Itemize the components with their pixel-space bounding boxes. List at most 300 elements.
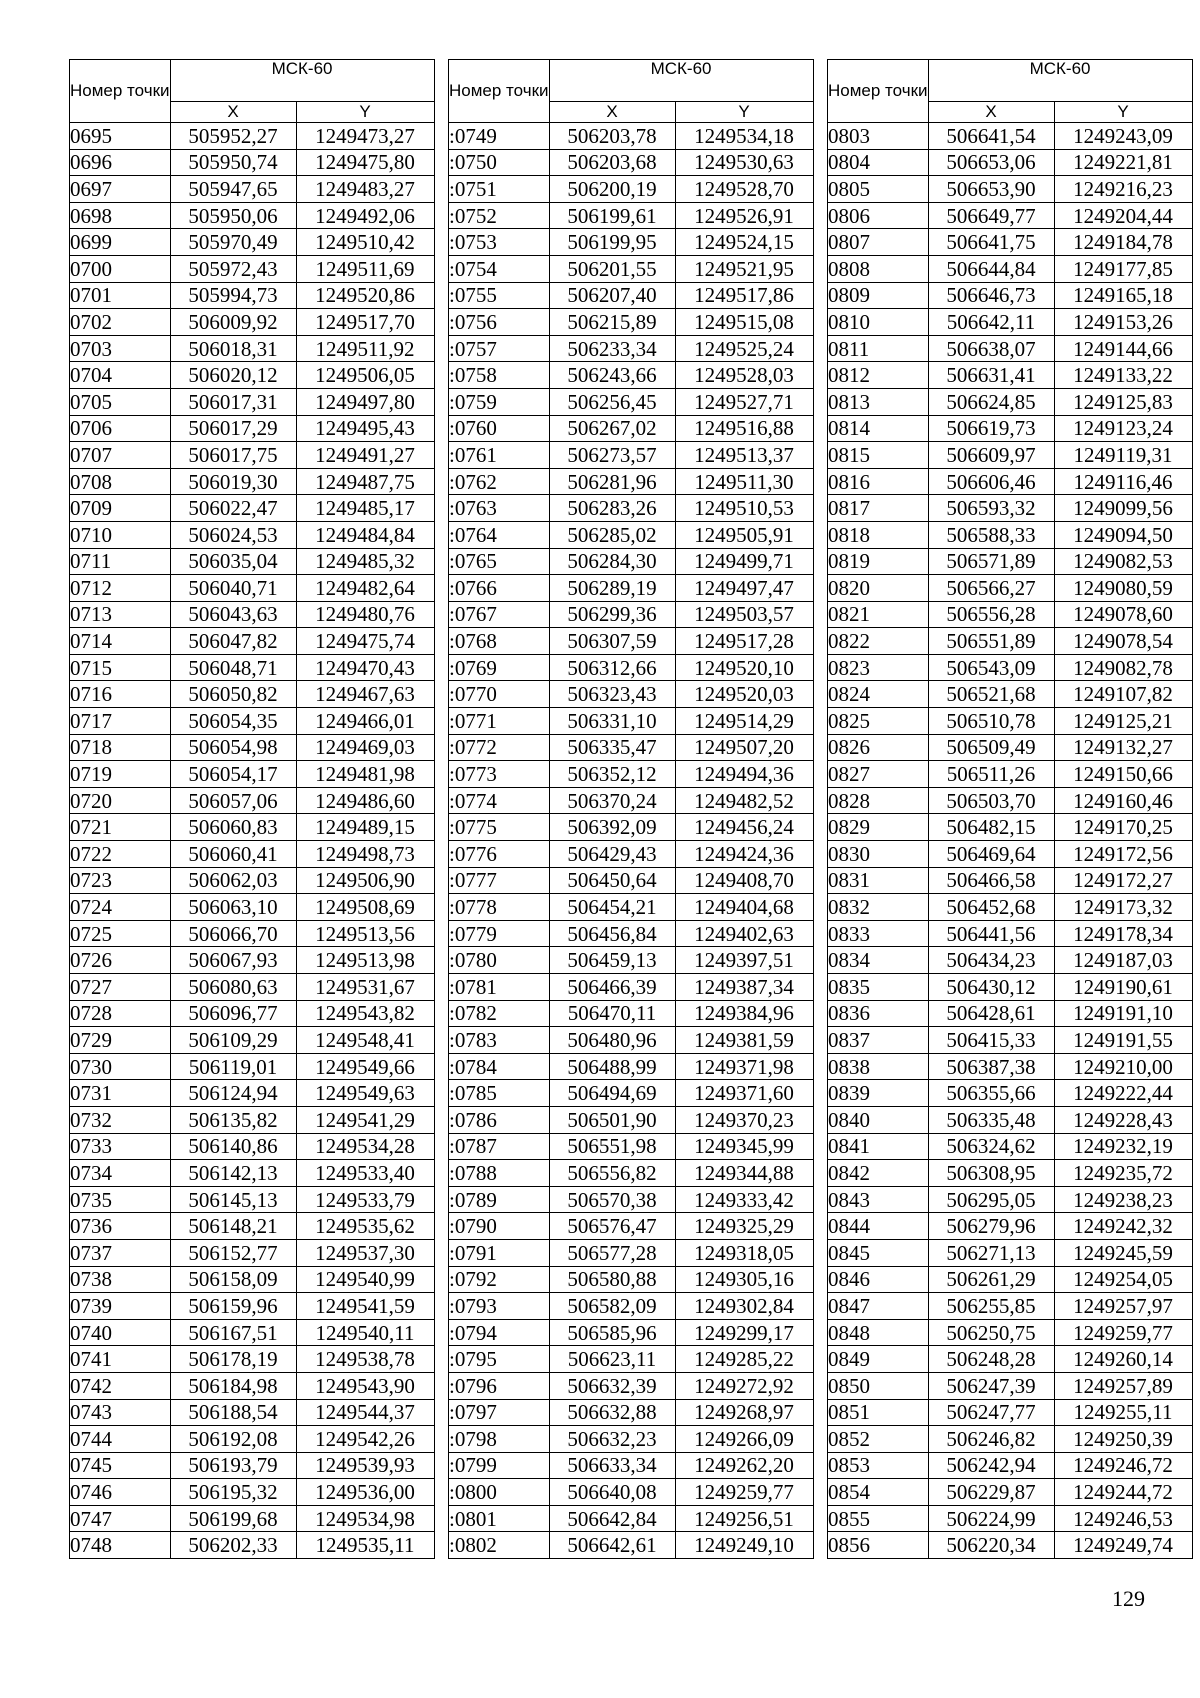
x-coordinate-cell: 506195,32 — [170, 1479, 296, 1506]
x-coordinate-cell: 506255,85 — [928, 1293, 1054, 1320]
table-row — [70, 468, 435, 495]
point-number-header: Номер точки — [828, 60, 929, 123]
x-coordinate-cell: 506248,28 — [928, 1346, 1054, 1373]
table-row — [449, 149, 814, 176]
x-coordinate-cell: 506060,83 — [170, 814, 296, 841]
point-number-cell: :0787 — [449, 1133, 550, 1160]
y-coordinate-cell: 1249483,27 — [296, 176, 434, 203]
point-number-cell: 0726 — [70, 947, 171, 974]
point-number-cell: 0830 — [828, 841, 929, 868]
point-number-cell: 0731 — [70, 1080, 171, 1107]
x-coordinate-cell: 506521,68 — [928, 681, 1054, 708]
x-coordinate-cell: 506653,06 — [928, 149, 1054, 176]
table-row — [449, 601, 814, 628]
point-number-cell: :0783 — [449, 1027, 550, 1054]
y-coordinate-cell: 1249542,26 — [296, 1426, 434, 1453]
point-number-cell: :0788 — [449, 1160, 550, 1187]
x-coordinate-cell: 506482,15 — [928, 814, 1054, 841]
x-coordinate-cell: 506501,90 — [549, 1106, 675, 1133]
table-row — [828, 841, 1193, 868]
y-coordinate-cell: 1249505,91 — [675, 521, 813, 548]
x-coordinate-cell: 506119,01 — [170, 1053, 296, 1080]
point-number-cell: 0816 — [828, 468, 929, 495]
table-row — [449, 415, 814, 442]
point-number-cell: 0812 — [828, 362, 929, 389]
y-coordinate-cell: 1249172,56 — [1054, 841, 1192, 868]
point-number-cell: :0754 — [449, 255, 550, 282]
point-number-cell: 0715 — [70, 654, 171, 681]
table-row — [70, 1346, 435, 1373]
y-coordinate-cell: 1249534,18 — [675, 123, 813, 150]
table-row — [70, 601, 435, 628]
point-number-cell: 0832 — [828, 894, 929, 921]
table-row — [449, 1319, 814, 1346]
point-number-cell: :0769 — [449, 654, 550, 681]
table-row — [449, 841, 814, 868]
table-body — [70, 123, 435, 1559]
table-row — [70, 1000, 435, 1027]
y-coordinate-cell: 1249475,80 — [296, 149, 434, 176]
y-coordinate-cell: 1249544,37 — [296, 1399, 434, 1426]
point-number-cell: :0764 — [449, 521, 550, 548]
point-number-cell: 0728 — [70, 1000, 171, 1027]
point-number-cell: 0815 — [828, 442, 929, 469]
table-row — [449, 335, 814, 362]
y-coordinate-cell: 1249116,46 — [1054, 468, 1192, 495]
y-coordinate-cell: 1249080,59 — [1054, 575, 1192, 602]
y-coordinate-cell: 1249481,98 — [296, 761, 434, 788]
point-number-cell: :0758 — [449, 362, 550, 389]
y-coordinate-cell: 1249216,23 — [1054, 176, 1192, 203]
y-coordinate-cell: 1249499,71 — [675, 548, 813, 575]
x-coordinate-cell: 506124,94 — [170, 1080, 296, 1107]
x-coordinate-cell: 506159,96 — [170, 1293, 296, 1320]
y-coordinate-cell: 1249078,60 — [1054, 601, 1192, 628]
point-number-cell: 0814 — [828, 415, 929, 442]
x-coordinate-cell: 506188,54 — [170, 1399, 296, 1426]
x-coordinate-cell: 506503,70 — [928, 787, 1054, 814]
table-row — [828, 123, 1193, 150]
x-coordinate-cell: 506619,73 — [928, 415, 1054, 442]
point-number-cell: 0847 — [828, 1293, 929, 1320]
y-coordinate-cell: 1249082,78 — [1054, 654, 1192, 681]
y-coordinate-cell: 1249535,11 — [296, 1532, 434, 1559]
table-row — [828, 468, 1193, 495]
table-row — [70, 654, 435, 681]
point-number-cell: :0776 — [449, 841, 550, 868]
table-row — [449, 1106, 814, 1133]
y-coordinate-cell: 1249538,78 — [296, 1346, 434, 1373]
table-row — [70, 1266, 435, 1293]
y-coordinate-cell: 1249541,29 — [296, 1106, 434, 1133]
x-coordinate-cell: 506429,43 — [549, 841, 675, 868]
point-number-cell: :0752 — [449, 202, 550, 229]
table-row — [449, 362, 814, 389]
x-coordinate-cell: 506609,97 — [928, 442, 1054, 469]
x-coordinate-cell: 506022,47 — [170, 495, 296, 522]
point-number-cell: :0785 — [449, 1080, 550, 1107]
point-number-cell: 0805 — [828, 176, 929, 203]
table-row — [449, 1133, 814, 1160]
point-number-header: Номер точки — [70, 60, 171, 123]
table-row — [828, 548, 1193, 575]
y-coordinate-cell: 1249257,97 — [1054, 1293, 1192, 1320]
x-coordinate-cell: 506642,84 — [549, 1505, 675, 1532]
point-number-cell: 0739 — [70, 1293, 171, 1320]
point-number-cell: 0705 — [70, 388, 171, 415]
point-number-cell: :0798 — [449, 1426, 550, 1453]
y-coordinate-cell: 1249344,88 — [675, 1160, 813, 1187]
x-coordinate-cell: 505970,49 — [170, 229, 296, 256]
y-coordinate-cell: 1249153,26 — [1054, 309, 1192, 336]
point-number-cell: 0723 — [70, 867, 171, 894]
point-number-cell: :0781 — [449, 974, 550, 1001]
x-coordinate-cell: 506570,38 — [549, 1186, 675, 1213]
table-row — [70, 734, 435, 761]
y-coordinate-cell: 1249530,63 — [675, 149, 813, 176]
point-number-cell: 0743 — [70, 1399, 171, 1426]
point-number-cell: :0774 — [449, 787, 550, 814]
table-row — [449, 442, 814, 469]
table-row — [828, 708, 1193, 735]
point-number-cell: 0825 — [828, 708, 929, 735]
y-coordinate-cell: 1249262,20 — [675, 1452, 813, 1479]
table-row — [828, 495, 1193, 522]
table-row — [70, 708, 435, 735]
x-coordinate-cell: 506355,66 — [928, 1080, 1054, 1107]
x-coordinate-cell: 506331,10 — [549, 708, 675, 735]
x-coordinate-cell: 506135,82 — [170, 1106, 296, 1133]
table-row — [449, 894, 814, 921]
point-number-cell: :0750 — [449, 149, 550, 176]
point-number-cell: 0712 — [70, 575, 171, 602]
y-coordinate-cell: 1249325,29 — [675, 1213, 813, 1240]
y-coordinate-cell: 1249078,54 — [1054, 628, 1192, 655]
x-coordinate-cell: 506017,29 — [170, 415, 296, 442]
y-coordinate-cell: 1249408,70 — [675, 867, 813, 894]
point-number-cell: 0843 — [828, 1186, 929, 1213]
x-coordinate-cell: 506392,09 — [549, 814, 675, 841]
x-coordinate-cell: 506566,27 — [928, 575, 1054, 602]
x-coordinate-cell: 506035,04 — [170, 548, 296, 575]
point-number-cell: 0841 — [828, 1133, 929, 1160]
table-row — [449, 787, 814, 814]
y-coordinate-cell: 1249525,24 — [675, 335, 813, 362]
x-coordinate-cell: 506017,75 — [170, 442, 296, 469]
y-coordinate-cell: 1249508,69 — [296, 894, 434, 921]
table-row — [449, 681, 814, 708]
x-coordinate-cell: 506632,88 — [549, 1399, 675, 1426]
x-coordinate-cell: 506295,05 — [928, 1186, 1054, 1213]
point-number-cell: 0848 — [828, 1319, 929, 1346]
x-coordinate-cell: 506271,13 — [928, 1239, 1054, 1266]
point-number-cell: :0782 — [449, 1000, 550, 1027]
y-coordinate-cell: 1249506,90 — [296, 867, 434, 894]
coordinates-table-middle — [448, 59, 814, 1559]
x-coordinate-cell: 506250,75 — [928, 1319, 1054, 1346]
point-number-cell: 0806 — [828, 202, 929, 229]
x-coordinate-cell: 506289,19 — [549, 575, 675, 602]
table-row — [449, 1452, 814, 1479]
point-number-cell: 0737 — [70, 1239, 171, 1266]
y-coordinate-cell: 1249228,43 — [1054, 1106, 1192, 1133]
point-number-cell: 0702 — [70, 309, 171, 336]
point-number-cell: 0706 — [70, 415, 171, 442]
table-row — [70, 681, 435, 708]
table-row — [70, 814, 435, 841]
point-number-cell: 0727 — [70, 974, 171, 1001]
table-row — [449, 388, 814, 415]
y-coordinate-cell: 1249467,63 — [296, 681, 434, 708]
point-number-cell: :0762 — [449, 468, 550, 495]
table-row — [828, 415, 1193, 442]
x-coordinate-cell: 506273,57 — [549, 442, 675, 469]
table-row — [70, 1186, 435, 1213]
x-coordinate-cell: 506199,68 — [170, 1505, 296, 1532]
x-coordinate-cell: 506646,73 — [928, 282, 1054, 309]
table-row — [449, 761, 814, 788]
point-number-cell: :0797 — [449, 1399, 550, 1426]
point-number-cell: 0720 — [70, 787, 171, 814]
x-coordinate-cell: 506511,26 — [928, 761, 1054, 788]
point-number-cell: :0784 — [449, 1053, 550, 1080]
table-row — [828, 1239, 1193, 1266]
y-coordinate-cell: 1249170,25 — [1054, 814, 1192, 841]
table-row — [449, 1399, 814, 1426]
table-row — [70, 1505, 435, 1532]
x-coordinate-cell: 506199,61 — [549, 202, 675, 229]
point-number-cell: :0753 — [449, 229, 550, 256]
table-row — [70, 894, 435, 921]
table-row — [828, 1106, 1193, 1133]
y-coordinate-cell: 1249333,42 — [675, 1186, 813, 1213]
table-row — [828, 282, 1193, 309]
y-coordinate-cell: 1249094,50 — [1054, 521, 1192, 548]
table-row — [828, 202, 1193, 229]
point-number-cell: :0770 — [449, 681, 550, 708]
table-row — [828, 1000, 1193, 1027]
point-number-cell: 0748 — [70, 1532, 171, 1559]
point-number-cell: :0759 — [449, 388, 550, 415]
point-number-cell: 0713 — [70, 601, 171, 628]
point-number-cell: 0845 — [828, 1239, 929, 1266]
y-column-header: Y — [1054, 102, 1192, 123]
point-number-cell: :0786 — [449, 1106, 550, 1133]
x-coordinate-cell: 506247,39 — [928, 1372, 1054, 1399]
x-coordinate-cell: 505972,43 — [170, 255, 296, 282]
table-row — [449, 1532, 814, 1559]
table-row — [828, 974, 1193, 1001]
x-coordinate-cell: 506152,77 — [170, 1239, 296, 1266]
table-row — [828, 1505, 1193, 1532]
x-coordinate-cell: 506215,89 — [549, 309, 675, 336]
point-number-cell: 0835 — [828, 974, 929, 1001]
table-row — [449, 521, 814, 548]
x-coordinate-cell: 506220,34 — [928, 1532, 1054, 1559]
table-row — [70, 1027, 435, 1054]
y-coordinate-cell: 1249517,86 — [675, 282, 813, 309]
x-coordinate-cell: 506158,09 — [170, 1266, 296, 1293]
point-number-cell: 0811 — [828, 335, 929, 362]
y-coordinate-cell: 1249107,82 — [1054, 681, 1192, 708]
x-coordinate-cell: 506428,61 — [928, 1000, 1054, 1027]
point-number-cell: 0809 — [828, 282, 929, 309]
point-number-cell: :0757 — [449, 335, 550, 362]
x-coordinate-cell: 506017,31 — [170, 388, 296, 415]
point-number-cell: 0742 — [70, 1372, 171, 1399]
y-coordinate-cell: 1249246,53 — [1054, 1505, 1192, 1532]
table-row — [70, 628, 435, 655]
coordinates-table-left — [69, 59, 435, 1559]
y-coordinate-cell: 1249539,93 — [296, 1452, 434, 1479]
table-row — [828, 1346, 1193, 1373]
table-row — [449, 1479, 814, 1506]
x-coordinate-cell: 506624,85 — [928, 388, 1054, 415]
point-number-cell: 0734 — [70, 1160, 171, 1187]
y-coordinate-cell: 1249302,84 — [675, 1293, 813, 1320]
point-number-cell: 0833 — [828, 920, 929, 947]
x-coordinate-cell: 506450,64 — [549, 867, 675, 894]
x-coordinate-cell: 506050,82 — [170, 681, 296, 708]
table-row — [70, 521, 435, 548]
table-row — [449, 1505, 814, 1532]
x-coordinate-cell: 506142,13 — [170, 1160, 296, 1187]
x-coordinate-cell: 506203,78 — [549, 123, 675, 150]
y-coordinate-cell: 1249510,53 — [675, 495, 813, 522]
table-row — [70, 1372, 435, 1399]
table-row — [828, 814, 1193, 841]
point-number-cell: 0740 — [70, 1319, 171, 1346]
table-row — [70, 1160, 435, 1187]
x-coordinate-cell: 506623,11 — [549, 1346, 675, 1373]
y-coordinate-cell: 1249384,96 — [675, 1000, 813, 1027]
point-number-cell: 0716 — [70, 681, 171, 708]
point-number-cell: :0767 — [449, 601, 550, 628]
table-row — [828, 1080, 1193, 1107]
table-body — [828, 123, 1193, 1559]
point-number-cell: :0766 — [449, 575, 550, 602]
y-coordinate-cell: 1249381,59 — [675, 1027, 813, 1054]
x-coordinate-cell: 506556,82 — [549, 1160, 675, 1187]
x-coordinate-cell: 506644,84 — [928, 255, 1054, 282]
y-coordinate-cell: 1249526,91 — [675, 202, 813, 229]
y-coordinate-cell: 1249242,32 — [1054, 1213, 1192, 1240]
y-coordinate-cell: 1249486,60 — [296, 787, 434, 814]
y-coordinate-cell: 1249249,74 — [1054, 1532, 1192, 1559]
point-number-cell: 0837 — [828, 1027, 929, 1054]
y-coordinate-cell: 1249495,43 — [296, 415, 434, 442]
point-number-cell: 0804 — [828, 149, 929, 176]
y-coordinate-cell: 1249521,95 — [675, 255, 813, 282]
table-row — [828, 1293, 1193, 1320]
table-row — [828, 1452, 1193, 1479]
point-number-cell: 0836 — [828, 1000, 929, 1027]
point-number-cell: 0747 — [70, 1505, 171, 1532]
y-coordinate-cell: 1249513,56 — [296, 920, 434, 947]
y-coordinate-cell: 1249132,27 — [1054, 734, 1192, 761]
y-coordinate-cell: 1249235,72 — [1054, 1160, 1192, 1187]
y-coordinate-cell: 1249246,72 — [1054, 1452, 1192, 1479]
point-number-cell: :0792 — [449, 1266, 550, 1293]
table-row — [449, 947, 814, 974]
x-coordinate-cell: 506480,96 — [549, 1027, 675, 1054]
point-number-cell: :0751 — [449, 176, 550, 203]
point-number-cell: :0768 — [449, 628, 550, 655]
table-row — [828, 920, 1193, 947]
table-row — [449, 309, 814, 336]
x-coordinate-cell: 506080,63 — [170, 974, 296, 1001]
y-coordinate-cell: 1249184,78 — [1054, 229, 1192, 256]
table-row — [70, 415, 435, 442]
table-row — [828, 1479, 1193, 1506]
point-number-cell: :0802 — [449, 1532, 550, 1559]
table-row — [449, 468, 814, 495]
point-number-cell: 0846 — [828, 1266, 929, 1293]
point-number-cell: 0817 — [828, 495, 929, 522]
y-coordinate-cell: 1249497,47 — [675, 575, 813, 602]
table-row — [70, 787, 435, 814]
point-number-cell: 0834 — [828, 947, 929, 974]
y-coordinate-cell: 1249534,28 — [296, 1133, 434, 1160]
x-coordinate-cell: 506593,32 — [928, 495, 1054, 522]
x-coordinate-cell: 506588,33 — [928, 521, 1054, 548]
table-row — [828, 575, 1193, 602]
y-coordinate-cell: 1249254,05 — [1054, 1266, 1192, 1293]
x-coordinate-cell: 506054,35 — [170, 708, 296, 735]
x-coordinate-cell: 506047,82 — [170, 628, 296, 655]
y-coordinate-cell: 1249190,61 — [1054, 974, 1192, 1001]
point-number-cell: 0717 — [70, 708, 171, 735]
point-number-cell: 0856 — [828, 1532, 929, 1559]
point-number-cell: 0700 — [70, 255, 171, 282]
y-coordinate-cell: 1249260,14 — [1054, 1346, 1192, 1373]
table-row — [70, 1239, 435, 1266]
y-coordinate-cell: 1249243,09 — [1054, 123, 1192, 150]
y-coordinate-cell: 1249491,27 — [296, 442, 434, 469]
y-column-header: Y — [675, 102, 813, 123]
y-coordinate-cell: 1249144,66 — [1054, 335, 1192, 362]
y-coordinate-cell: 1249285,22 — [675, 1346, 813, 1373]
point-number-cell: 0810 — [828, 309, 929, 336]
x-coordinate-cell: 506040,71 — [170, 575, 296, 602]
table-row — [70, 1532, 435, 1559]
table-row — [70, 920, 435, 947]
point-number-cell: 0853 — [828, 1452, 929, 1479]
table-row — [70, 761, 435, 788]
point-number-cell: 0699 — [70, 229, 171, 256]
x-coordinate-cell: 506434,23 — [928, 947, 1054, 974]
table-row — [70, 1133, 435, 1160]
point-number-cell: 0733 — [70, 1133, 171, 1160]
point-number-cell: 0718 — [70, 734, 171, 761]
table-row — [70, 388, 435, 415]
x-coordinate-cell: 506459,13 — [549, 947, 675, 974]
coordinate-system-header: МСК-60 — [170, 60, 434, 102]
y-coordinate-cell: 1249487,75 — [296, 468, 434, 495]
table-body — [449, 123, 814, 1559]
table-row — [828, 628, 1193, 655]
table-row — [70, 176, 435, 203]
x-coordinate-cell: 506140,86 — [170, 1133, 296, 1160]
y-coordinate-cell: 1249456,24 — [675, 814, 813, 841]
y-coordinate-cell: 1249191,55 — [1054, 1027, 1192, 1054]
y-coordinate-cell: 1249221,81 — [1054, 149, 1192, 176]
table-row — [70, 1106, 435, 1133]
point-number-cell: 0844 — [828, 1213, 929, 1240]
x-coordinate-cell: 506109,29 — [170, 1027, 296, 1054]
point-number-cell: 0849 — [828, 1346, 929, 1373]
x-coordinate-cell: 506019,30 — [170, 468, 296, 495]
